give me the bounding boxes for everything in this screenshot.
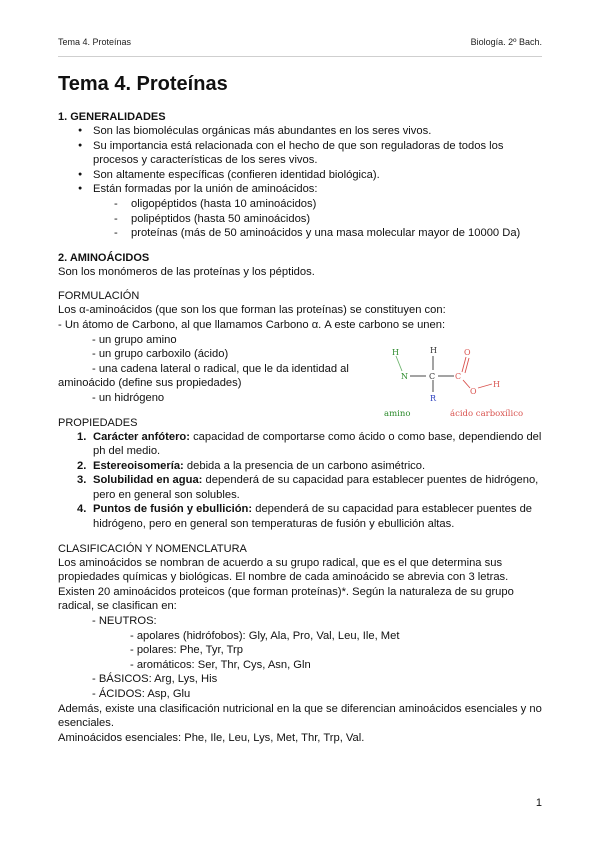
formula-c-alpha: C (429, 372, 436, 381)
page-title: Tema 4. Proteínas (58, 73, 228, 95)
formula-n: N (401, 372, 408, 381)
class-neutros-item: - aromáticos: Ser, Thr, Cys, Asn, Gln (130, 658, 311, 671)
formulacion-line: Los α-aminoácidos (que son los que forman las proteínas) se constituyen con: (58, 304, 446, 317)
property-text: dependerá de su capacidad para establecer puentes de hidrógeno, pero en general son temperaturas de fusión y ebullición altas. (93, 503, 533, 531)
property-term: Estereoisomería: (93, 459, 184, 472)
formula-h-amino: H (392, 348, 399, 357)
property-text: debida a la presencia de un carbono asimétrico. (183, 459, 426, 472)
formula-o-single: O (470, 387, 477, 396)
property-term: Carácter anfótero: (93, 430, 190, 443)
list-item (58, 182, 542, 240)
property-item: 2. Estereoisomería: debida a la presencia de un carbono asimétrico. (77, 459, 426, 472)
formula-h-acid: H (493, 380, 500, 389)
class-neutros-item: - polares: Phe, Tyr, Trp (130, 644, 243, 657)
class-neutros-item: - apolares (hidrófobos): Gly, Ala, Pro, Val, Leu, Ile, Met (130, 629, 400, 642)
list-item: ● Son altamente específicas (confieren identidad biológica). (58, 168, 542, 183)
list-item: ● Son las biomoléculas orgánicas más abundantes en los seres vivos. (58, 124, 542, 139)
class-basicos: - BÁSICOS: Arg, Lys, His (92, 673, 218, 686)
generalidades-list (58, 124, 542, 241)
section-1-heading: 1. GENERALIDADES (58, 111, 166, 123)
clasificacion-title: CLASIFICACIÓN Y NOMENCLATURA (58, 542, 247, 555)
header-divider (58, 56, 542, 57)
page-header (58, 35, 542, 55)
property-item: 3. Solubilidad en agua: dependerá de su capacidad para establecer puentes de hidrógeno, pero en general son solubles. (77, 474, 539, 501)
property-text: capacidad de comportarse como ácido o como base, dependiendo del ph del medio. (93, 430, 542, 458)
list-item-text: Están formadas por la unión de aminoácidos: (93, 183, 318, 196)
formula-r: R (430, 394, 437, 403)
formula-amino-label: amino (384, 409, 411, 419)
esenciales-paragraph: Aminoácidos esenciales: Phe, Ile, Leu, Lys, Met, Thr, Trp, Val. (58, 731, 365, 744)
propiedades-title: PROPIEDADES (58, 416, 138, 429)
sublist-item: - polipéptidos (hasta 50 aminoácidos) (58, 212, 542, 227)
clasificacion-paragraph: Los aminoácidos se nombran de acuerdo a su grupo radical, que es el que determina sus propiedades químicas y biológicas. El nombre de cada aminoácido se abrevia con 3 letras. (58, 556, 509, 584)
aminoacidos-intro: Son los monómeros de las proteínas y los péptidos. (58, 265, 315, 278)
clasificacion-paragraph: Existen 20 aminoácidos proteicos (que forman proteínas)*. Según la naturaleza de su grupo radical, se clasifican en: (58, 585, 514, 613)
peptide-types-list (58, 197, 542, 241)
formula-c-carboxyl: C (455, 372, 462, 381)
page-number: 1 (535, 797, 542, 809)
sublist-item: - proteínas (más de 50 aminoácidos y una masa molecular mayor de 10000 Da) (58, 226, 542, 241)
formulacion-title: FORMULACIÓN (58, 290, 140, 303)
property-item: 4. Puntos de fusión y ebullición: dependerá de su capacidad para establecer puentes de hidrógeno, pero en general son temperaturas de fusión y ebullición altas. (77, 503, 533, 531)
class-neutros: - NEUTROS: (92, 615, 157, 628)
sublist-item: - oligopéptidos (hasta 10 aminoácidos) (58, 197, 542, 212)
formula-h-alpha: H (430, 346, 437, 355)
propiedades-list (58, 430, 542, 532)
header-left: Tema 4. Proteínas (58, 37, 132, 47)
amino-acid-formula-diagram (384, 344, 524, 420)
nutricional-paragraph: Además, existe una clasificación nutricional en la que se diferencian aminoácidos esenciales y no esenciales. (58, 702, 542, 730)
list-item: ● Su importancia está relacionada con el hecho de que son reguladoras de todos los procesos y características de los seres vivos. (58, 139, 542, 168)
formulacion-line: - Un átomo de Carbono, al que llamamos Carbono α. A este carbono se unen: (58, 318, 446, 331)
property-term: Puntos de fusión y ebullición: (93, 503, 253, 516)
property-item: 1. Carácter anfótero: capacidad de comportarse como ácido o como base, dependiendo del ph del medio. (77, 430, 542, 458)
section-2-heading: 2. AMINOÁCIDOS (58, 251, 150, 264)
formula-o-double: O (464, 348, 471, 357)
header-right: Biología. 2º Bach. (470, 37, 542, 47)
formulacion-item: - un grupo amino (92, 333, 177, 346)
formulacion-item-cont: aminoácido (define sus propiedades) (58, 377, 242, 390)
formula-acid-label: ácido carboxílico (450, 409, 524, 419)
formulacion-item: - una cadena lateral o radical, que le da identidad al (92, 362, 349, 375)
formulacion-item: - un hidrógeno (92, 391, 165, 404)
class-acidos: - ÁCIDOS: Asp, Glu (92, 688, 191, 700)
formulacion-item: - un grupo carboxilo (ácido) (92, 348, 229, 361)
property-term: Solubilidad en agua: (93, 474, 203, 487)
property-text: dependerá de su capacidad para establecer puentes de hidrógeno, pero en general son solubles. (93, 474, 539, 501)
